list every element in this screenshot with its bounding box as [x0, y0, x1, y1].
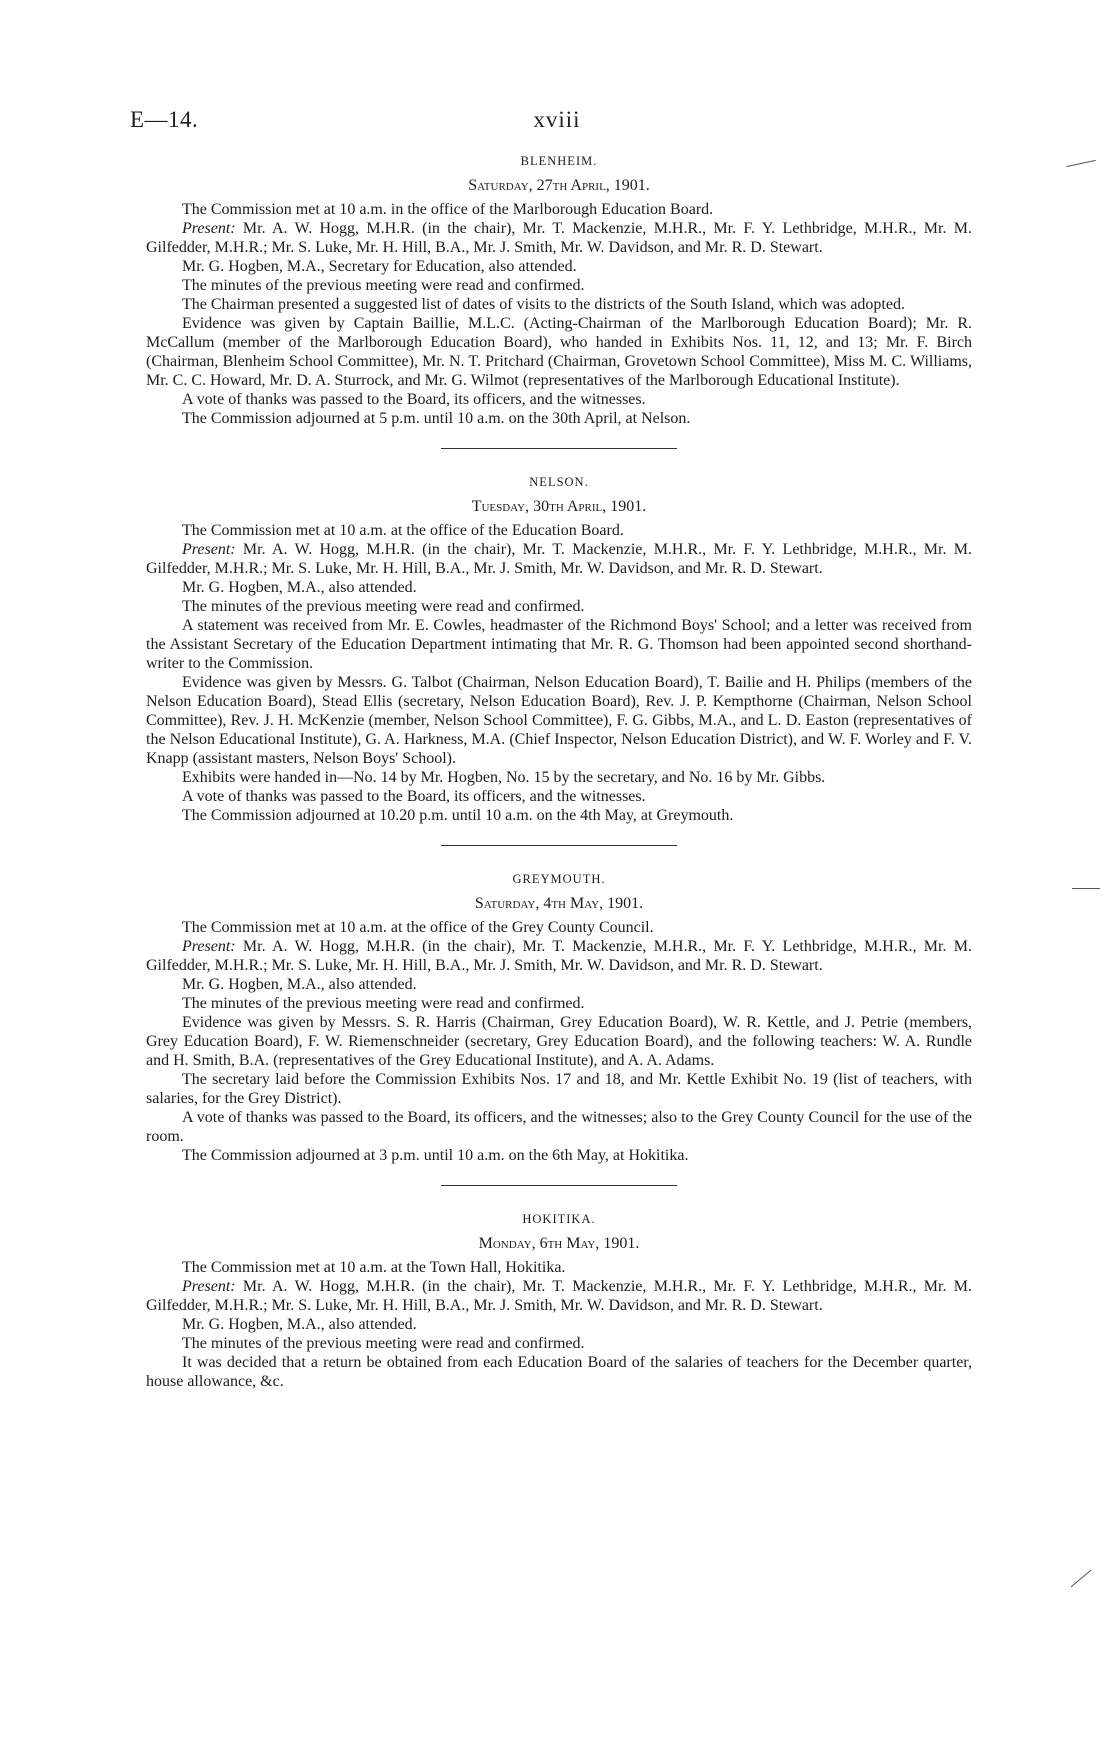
section-place-heading: GREYMOUTH.	[512, 872, 606, 886]
section-date: Monday, 6th May, 1901.	[478, 1235, 640, 1252]
section-greymouth	[146, 870, 972, 1165]
paragraph: The Commission met at 10 a.m. at the Town Hall, Hokitika.	[182, 1259, 566, 1276]
present-label: Present:	[182, 541, 236, 558]
paragraph: Evidence was given by Messrs. S. R. Harris (Chairman, Grey Education Board), W. R. Kettle, and J. Petrie (members, Grey Education Board), F. W. Riemenschneider (secretary, Grey Education Board), and the following teachers: W. A. Rundle and H. Smith, B.A. (representatives of the Grey Educational Institute), and A. A. Adams.	[146, 1014, 972, 1069]
present-label: Present:	[182, 1278, 236, 1295]
paragraph: Evidence was given by Captain Baillie, M.L.C. (Acting-Chairman of the Marlborough Education Board); Mr. R. McCallum (member of the Marlborough Education Board), who handed in Exhibits Nos. 11, 12, and 13; Mr. F. Birch (Chairman, Blenheim School Committee), Mr. N. T. Pritchard (Chairman, Grovetown School Committee), Miss M. C. Williams, Mr. C. C. Howard, Mr. D. A. Sturrock, and Mr. G. Wilmot (representatives of the Marlborough Educational Institute).	[146, 315, 972, 389]
paragraph: Present: Mr. A. W. Hogg, M.H.R. (in the chair), Mr. T. Mackenzie, M.H.R., Mr. F. Y. Lethbridge, M.H.R., Mr. M. Gilfedder, M.H.R.; Mr. S. Luke, Mr. H. Hill, B.A., Mr. J. Smith, Mr. W. Davidson, and Mr. R. D. Stewart.	[146, 1278, 972, 1314]
parliamentary-paper-code: E—14.	[130, 107, 199, 132]
section-place-heading: NELSON.	[529, 475, 589, 489]
paragraph: The Commission met at 10 a.m. at the office of the Education Board.	[182, 522, 624, 539]
paragraph: A statement was received from Mr. E. Cowles, headmaster of the Richmond Boys' School; and a letter was received from the Assistant Secretary of the Education Department intimating that Mr. R. G. Thomson had been appointed second shorthand-writer to the Commission.	[146, 617, 972, 672]
paragraph: Present: Mr. A. W. Hogg, M.H.R. (in the chair), Mr. T. Mackenzie, M.H.R., Mr. F. Y. Lethbridge, M.H.R., Mr. M. Gilfedder, M.H.R.; Mr. S. Luke, Mr. H. Hill, B.A., Mr. J. Smith, Mr. W. Davidson, and Mr. R. D. Stewart.	[146, 220, 972, 256]
paragraph: The Commission adjourned at 5 p.m. until 10 a.m. on the 30th April, at Nelson.	[182, 410, 691, 427]
section-blenheim	[146, 152, 972, 428]
paragraph: The minutes of the previous meeting were read and confirmed.	[182, 277, 585, 294]
paragraph: The minutes of the previous meeting were read and confirmed.	[182, 598, 585, 615]
paragraph: It was decided that a return be obtained from each Education Board of the salaries of teachers for the December quarter, house allowance, &c.	[146, 1354, 972, 1390]
scan-mark	[1071, 1570, 1092, 1587]
paragraph: Mr. G. Hogben, M.A., also attended.	[182, 976, 417, 993]
section-place-heading: HOKITIKA.	[522, 1212, 596, 1226]
section-date: Tuesday, 30th April, 1901.	[471, 498, 647, 515]
paragraph: The secretary laid before the Commission Exhibits Nos. 17 and 18, and Mr. Kettle Exhibit No. 19 (list of teachers, with salaries, for the Grey District).	[146, 1071, 972, 1107]
paragraph: Exhibits were handed in—No. 14 by Mr. Hogben, No. 15 by the secretary, and No. 16 by Mr. Gibbs.	[182, 769, 826, 786]
paragraph: Mr. G. Hogben, M.A., also attended.	[182, 1316, 417, 1333]
paragraph: Evidence was given by Messrs. G. Talbot (Chairman, Nelson Education Board), T. Bailie and H. Philips (members of the Nelson Education Board), Stead Ellis (secretary, Nelson Education Board), Rev. J. P. Kempthorne (Chairman, Nelson School Committee), Rev. J. H. McKenzie (member, Nelson School Committee), F. G. Gibbs, M.A., and L. D. Easton (representatives of the Nelson Educational Institute), G. A. Harkness, M.A. (Chief Inspector, Nelson Education District), and W. F. Worley and F. V. Knapp (assistant masters, Nelson Boys' School).	[146, 674, 972, 767]
page-number: xviii	[533, 107, 581, 132]
section-hokitika	[146, 1210, 972, 1391]
section-divider	[441, 448, 677, 449]
paragraph: Present: Mr. A. W. Hogg, M.H.R. (in the chair), Mr. T. Mackenzie, M.H.R., Mr. F. Y. Lethbridge, M.H.R., Mr. M. Gilfedder, M.H.R.; Mr. S. Luke, Mr. H. Hill, B.A., Mr. J. Smith, Mr. W. Davidson, and Mr. R. D. Stewart.	[146, 541, 972, 577]
section-divider	[441, 1185, 677, 1186]
paragraph: A vote of thanks was passed to the Board, its officers, and the witnesses.	[182, 391, 646, 408]
present-label: Present:	[182, 938, 236, 955]
paragraph: The minutes of the previous meeting were read and confirmed.	[182, 995, 585, 1012]
scan-mark	[1072, 888, 1100, 889]
section-date: Saturday, 27th April, 1901.	[468, 177, 650, 194]
paragraph: Mr. G. Hogben, M.A., Secretary for Education, also attended.	[182, 258, 577, 275]
paragraph: Mr. G. Hogben, M.A., also attended.	[182, 579, 417, 596]
paragraph: The Commission met at 10 a.m. at the office of the Grey County Council.	[182, 919, 654, 936]
paragraph: The Commission adjourned at 3 p.m. until 10 a.m. on the 6th May, at Hokitika.	[182, 1147, 689, 1164]
present-label: Present:	[182, 220, 236, 237]
paragraph: Present: Mr. A. W. Hogg, M.H.R. (in the chair), Mr. T. Mackenzie, M.H.R., Mr. F. Y. Lethbridge, M.H.R., Mr. M. Gilfedder, M.H.R.; Mr. S. Luke, Mr. H. Hill, B.A., Mr. J. Smith, Mr. W. Davidson, and Mr. R. D. Stewart.	[146, 938, 972, 974]
section-place-heading: BLENHEIM.	[520, 154, 598, 168]
paragraph: A vote of thanks was passed to the Board, its officers, and the witnesses; also to the Grey County Council for the use of the room.	[146, 1109, 972, 1145]
paragraph: The minutes of the previous meeting were read and confirmed.	[182, 1335, 585, 1352]
section-divider	[441, 845, 677, 846]
paragraph: The Commission met at 10 a.m. in the office of the Marlborough Education Board.	[182, 201, 714, 218]
paragraph: The Commission adjourned at 10.20 p.m. until 10 a.m. on the 4th May, at Greymouth.	[182, 807, 734, 824]
paragraph: The Chairman presented a suggested list of dates of visits to the districts of the South Island, which was adopted.	[182, 296, 905, 313]
scan-mark	[1066, 160, 1096, 167]
paragraph: A vote of thanks was passed to the Board, its officers, and the witnesses.	[182, 788, 646, 805]
section-nelson	[146, 473, 972, 825]
section-date: Saturday, 4th May, 1901.	[474, 895, 644, 912]
minutes-body	[146, 152, 972, 1391]
